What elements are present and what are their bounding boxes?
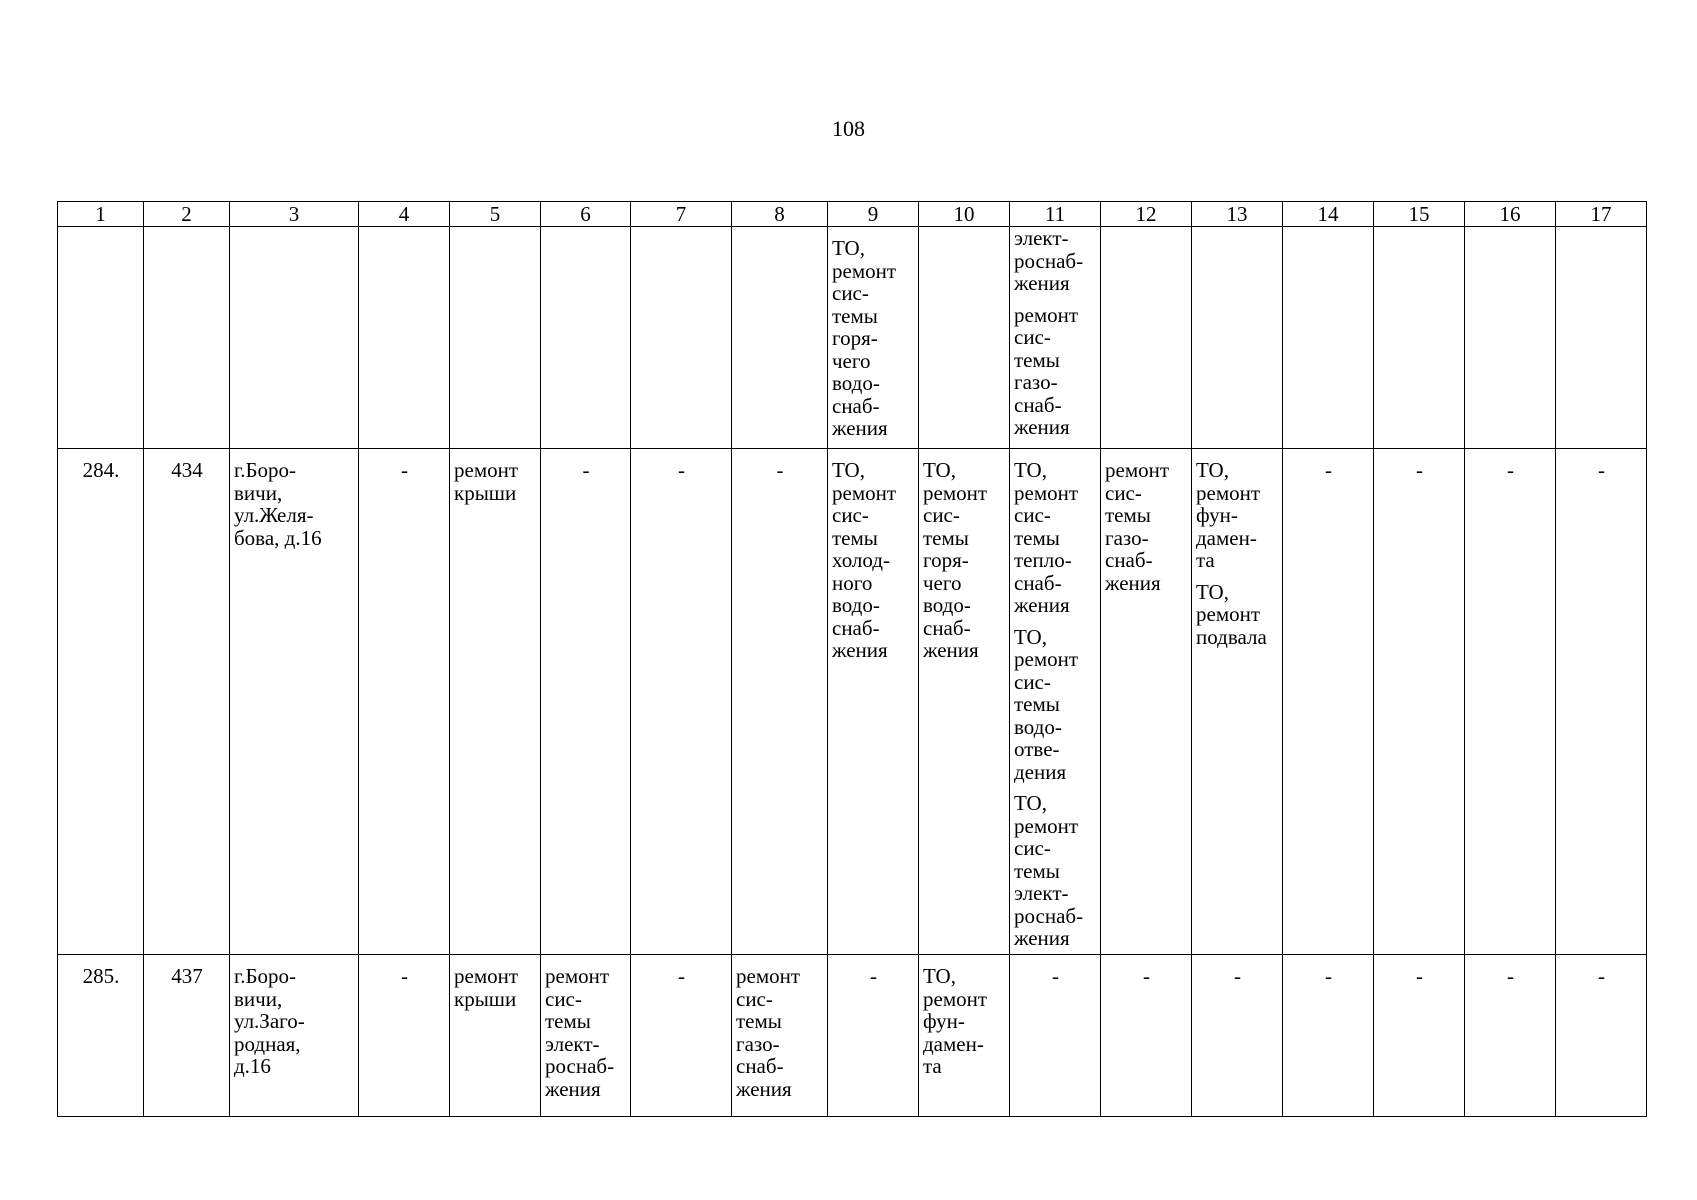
cell-text: -	[1234, 964, 1241, 988]
text-block	[454, 459, 537, 504]
text-line: родная,	[234, 1031, 301, 1056]
text-line: водо-	[832, 371, 880, 395]
cell-text	[541, 955, 630, 1102]
column-header: 15	[1374, 202, 1465, 227]
text-line: чего	[832, 348, 871, 373]
text-block	[832, 237, 915, 440]
text-line: темы	[832, 303, 878, 328]
table-cell	[1010, 955, 1101, 1117]
column-header: 9	[828, 202, 919, 227]
table-cell	[919, 227, 1010, 449]
text-line: г.Боро-	[234, 458, 297, 482]
table-cell	[1192, 955, 1283, 1117]
continuation-row	[58, 227, 1647, 449]
table-cell	[450, 449, 541, 955]
cell-text	[1101, 449, 1191, 596]
table-cell	[919, 449, 1010, 955]
cell-text: 437	[171, 964, 203, 988]
column-header: 4	[359, 202, 450, 227]
table-cell	[1465, 227, 1556, 449]
cell-text: -	[1325, 964, 1332, 988]
text-line: ремонт	[1105, 458, 1170, 482]
column-header: 14	[1283, 202, 1374, 227]
text-block	[1014, 792, 1097, 950]
text-line: ремонт	[1014, 480, 1079, 505]
text-line: ТО,	[1196, 458, 1229, 482]
table-cell	[541, 955, 631, 1117]
table-cell	[1010, 227, 1101, 449]
table-cell	[828, 227, 919, 449]
cell-text: -	[1598, 964, 1605, 988]
text-line: темы	[736, 1009, 782, 1033]
text-line: горя-	[832, 326, 878, 350]
text-line: ул.Заго-	[234, 1009, 305, 1033]
header-row	[58, 202, 1647, 227]
text-line: сис-	[1014, 503, 1051, 527]
cell-text: -	[1325, 458, 1332, 482]
table-cell	[828, 955, 919, 1117]
column-header: 1	[58, 202, 144, 227]
text-line: снаб-	[923, 615, 971, 640]
table-cell	[144, 449, 230, 955]
cell-text: -	[678, 458, 685, 482]
text-line: жения	[1014, 593, 1070, 617]
table-cell	[919, 955, 1010, 1117]
text-line: крыши	[454, 986, 517, 1011]
table-cell	[828, 449, 919, 955]
text-line: роснаб-	[545, 1054, 615, 1078]
text-line: ремонт	[832, 258, 897, 283]
text-line: г.Боро-	[234, 964, 297, 988]
text-block	[1014, 459, 1097, 617]
column-header: 12	[1101, 202, 1192, 227]
table-cell	[732, 227, 828, 449]
text-line: темы	[832, 525, 878, 550]
column-header: 7	[631, 202, 732, 227]
table-cell	[1465, 955, 1556, 1117]
cell-text: -	[1052, 964, 1059, 988]
text-line: снаб-	[1105, 548, 1153, 572]
table-cell	[58, 227, 144, 449]
cell-text: -	[1143, 964, 1150, 988]
text-line: ТО,	[923, 964, 956, 988]
text-line: горя-	[923, 548, 969, 572]
text-line: дения	[1014, 759, 1067, 784]
table-cell	[541, 227, 631, 449]
table-cell	[631, 955, 732, 1117]
table-cell	[732, 955, 828, 1117]
cell-text	[1192, 449, 1282, 650]
text-line: элект-	[1014, 881, 1069, 905]
cell-text	[919, 955, 1009, 1080]
text-line: ного	[832, 570, 873, 595]
text-line: ремонт	[923, 480, 988, 505]
text-line: холод-	[832, 548, 890, 572]
row-number-cell	[58, 955, 144, 1117]
text-line: водо-	[1014, 714, 1062, 739]
text-line: жения	[832, 638, 888, 662]
text-line: отве-	[1014, 737, 1060, 761]
text-line: роснаб-	[1014, 903, 1084, 928]
text-line: дамен-	[1196, 525, 1257, 550]
text-block	[234, 459, 355, 549]
table-cell	[1010, 449, 1101, 955]
cell-text	[450, 955, 540, 1012]
text-line: ремонт	[923, 986, 988, 1011]
text-line: элект-	[545, 1031, 600, 1056]
cell-text: -	[1416, 964, 1423, 988]
text-line: ТО,	[1014, 624, 1047, 649]
data-table	[57, 201, 1647, 1117]
column-header: 5	[450, 202, 541, 227]
text-line: газо-	[1105, 525, 1149, 550]
table-cell	[1465, 449, 1556, 955]
cell-text	[1010, 227, 1100, 441]
column-header: 13	[1192, 202, 1283, 227]
cell-text	[230, 449, 358, 551]
text-line: сис-	[1105, 480, 1142, 505]
cell-text: -	[1416, 458, 1423, 482]
table-cell	[1101, 955, 1192, 1117]
text-line: темы	[1014, 347, 1060, 372]
table-row	[58, 955, 1647, 1117]
cell-text: -	[678, 964, 685, 988]
text-line: ул.Желя-	[234, 503, 314, 527]
column-header: 11	[1010, 202, 1101, 227]
table-cell	[1101, 449, 1192, 955]
text-line: жения	[1105, 570, 1161, 595]
cell-text	[828, 227, 918, 442]
text-line: подвала	[1196, 624, 1267, 649]
text-line: снаб-	[1014, 570, 1062, 595]
text-line: сис-	[736, 986, 773, 1011]
text-line: жения	[736, 1076, 792, 1101]
table-cell	[1374, 227, 1465, 449]
text-block	[1196, 581, 1279, 649]
cell-text: -	[401, 458, 408, 482]
text-line: жения	[1014, 415, 1070, 439]
cell-text	[732, 955, 827, 1102]
cell-text: -	[870, 964, 877, 988]
table-cell	[144, 955, 230, 1117]
text-line: ТО,	[1196, 579, 1229, 604]
text-line: элект-	[1014, 226, 1069, 250]
text-line: снаб-	[1014, 392, 1062, 417]
text-line: ремонт	[1196, 480, 1261, 505]
text-line: бова, д.16	[234, 525, 322, 550]
text-line: темы	[1014, 525, 1060, 550]
cell-text: -	[1598, 458, 1605, 482]
text-line: ТО,	[1014, 791, 1047, 815]
text-line: ТО,	[832, 236, 865, 260]
table-cell	[450, 955, 541, 1117]
text-line: ТО,	[832, 458, 865, 482]
text-line: жения	[832, 416, 888, 440]
table-cell	[359, 227, 450, 449]
table-cell	[359, 955, 450, 1117]
column-header: 10	[919, 202, 1010, 227]
cell-text	[828, 449, 918, 664]
text-line: жения	[545, 1076, 601, 1101]
text-line: снаб-	[736, 1054, 784, 1078]
cell-text	[450, 449, 540, 506]
text-line: крыши	[454, 480, 517, 505]
text-line: ремонт	[1014, 813, 1079, 838]
table-cell	[631, 227, 732, 449]
cell-text: -	[1507, 458, 1514, 482]
text-line: газо-	[736, 1031, 780, 1056]
text-line: водо-	[923, 593, 971, 617]
text-line: сис-	[923, 503, 960, 527]
cell-text: -	[401, 964, 408, 988]
cell-text	[919, 449, 1009, 664]
column-header: 2	[144, 202, 230, 227]
text-line: ремонт	[1014, 302, 1079, 327]
text-line: сис-	[1014, 669, 1051, 694]
cell-text: -	[582, 458, 590, 482]
text-block	[1105, 459, 1188, 594]
table-cell	[541, 449, 631, 955]
table-cell	[1283, 227, 1374, 449]
text-block	[454, 965, 537, 1010]
table-cell	[1192, 449, 1283, 955]
text-line: дамен-	[923, 1031, 984, 1056]
text-block	[1014, 304, 1097, 439]
text-line: чего	[923, 570, 962, 595]
text-block	[736, 965, 824, 1100]
table-cell	[144, 227, 230, 449]
text-line: снаб-	[832, 393, 880, 418]
column-header: 6	[541, 202, 631, 227]
table-cell	[1556, 955, 1647, 1117]
text-line: жения	[923, 638, 979, 662]
column-header: 8	[732, 202, 828, 227]
table-cell	[1283, 955, 1374, 1117]
text-line: темы	[923, 525, 969, 550]
text-block	[545, 965, 627, 1100]
table-cell	[1374, 449, 1465, 955]
cell-text: 284.	[82, 458, 120, 482]
text-line: вичи,	[234, 480, 283, 505]
table-cell	[230, 227, 359, 449]
column-header: 3	[230, 202, 359, 227]
table-cell	[1556, 449, 1647, 955]
text-line: газо-	[1014, 370, 1058, 394]
text-line: сис-	[545, 986, 582, 1011]
text-line: фун-	[1196, 503, 1238, 527]
text-line: темы	[1014, 858, 1060, 883]
text-line: вичи,	[234, 986, 283, 1011]
text-line: ремонт	[1014, 647, 1079, 671]
text-block	[923, 965, 1006, 1078]
text-line: ремонт	[454, 964, 519, 988]
text-line: жения	[1014, 271, 1070, 295]
column-header: 16	[1465, 202, 1556, 227]
table-cell	[1101, 227, 1192, 449]
cell-text: 434	[171, 458, 203, 482]
page-number: 108	[832, 116, 865, 141]
table-cell	[1283, 449, 1374, 955]
text-line: жения	[1014, 926, 1070, 950]
text-block	[1196, 459, 1279, 572]
text-line: ремонт	[454, 458, 519, 482]
text-line: та	[1196, 548, 1215, 572]
cell-text: -	[1507, 964, 1514, 988]
text-block	[832, 459, 915, 662]
text-line: ТО,	[1014, 458, 1047, 482]
text-block	[923, 459, 1006, 662]
cell-text: -	[776, 458, 784, 482]
text-line: ТО,	[923, 458, 956, 482]
text-line: снаб-	[832, 615, 880, 640]
table-cell	[732, 449, 828, 955]
text-line: тепло-	[1014, 548, 1072, 572]
cell-text	[230, 955, 358, 1080]
text-line: ремонт	[736, 964, 801, 988]
text-line: ремонт	[545, 964, 610, 988]
table-cell	[1556, 227, 1647, 449]
table-cell	[450, 227, 541, 449]
text-line: темы	[1105, 503, 1151, 527]
table-cell	[631, 449, 732, 955]
cell-text: 285.	[82, 964, 120, 988]
table-cell	[359, 449, 450, 955]
table-cell	[1192, 227, 1283, 449]
text-line: сис-	[832, 503, 869, 527]
text-line: фун-	[923, 1009, 965, 1033]
text-line: сис-	[1014, 836, 1051, 860]
table-row	[58, 449, 1647, 955]
row-number-cell	[58, 449, 144, 955]
text-line: сис-	[1014, 325, 1051, 349]
text-block	[234, 965, 355, 1078]
text-line: темы	[545, 1009, 591, 1033]
column-header: 17	[1556, 202, 1647, 227]
text-block	[1014, 626, 1097, 784]
text-line: та	[923, 1054, 942, 1078]
text-line: водо-	[832, 593, 880, 617]
table-cell	[1374, 955, 1465, 1117]
text-line: д.16	[234, 1054, 271, 1078]
address-cell	[230, 449, 359, 955]
text-line: ремонт	[832, 480, 897, 505]
text-line: темы	[1014, 692, 1060, 716]
address-cell	[230, 955, 359, 1117]
text-line: сис-	[832, 281, 869, 305]
cell-text	[1010, 449, 1100, 952]
text-block	[1014, 227, 1097, 295]
text-line: роснаб-	[1014, 248, 1084, 273]
text-line: ремонт	[1196, 602, 1261, 626]
